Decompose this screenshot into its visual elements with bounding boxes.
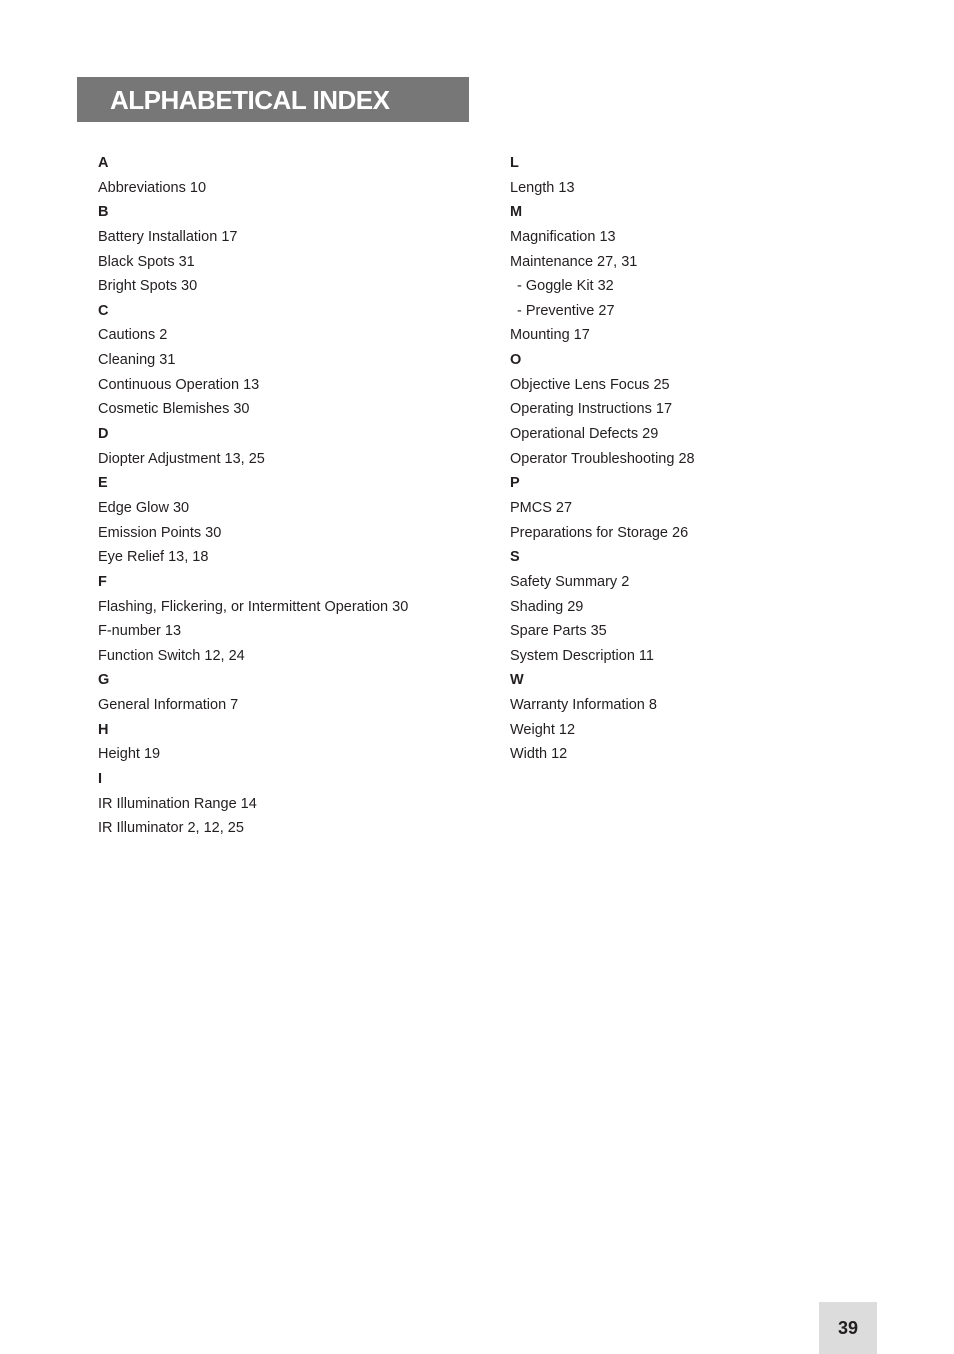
index-entry: Cosmetic Blemishes 30 [98,401,250,418]
index-entry: Diopter Adjustment 13, 25 [98,450,265,467]
index-letter-heading: M [510,204,523,221]
index-entry: Objective Lens Focus 25 [510,376,670,393]
index-letter-heading: G [98,672,110,689]
index-entry: Height 19 [98,746,161,763]
index-entry: IR Illumination Range 14 [98,795,257,812]
index-entry: Operator Troubleshooting 28 [510,450,695,467]
index-entry: Black Spots 31 [98,253,195,270]
index-letter-heading: A [98,155,109,171]
index-entry: Operating Instructions 17 [510,401,673,418]
index-entry: System Description 11 [510,647,654,664]
index-entry: General Information 7 [98,697,239,714]
index-entry: Length 13 [510,179,575,196]
index-entry: Spare Parts 35 [510,623,607,640]
index-entry: Width 12 [510,746,568,763]
index-entry: IR Illuminator 2, 12, 25 [98,820,244,837]
page-number: 39 [837,1318,859,1338]
index-entry: Abbreviations 10 [98,179,207,196]
index-entry: Eye Relief 13, 18 [98,549,209,566]
index-entry: Emission Points 30 [98,524,222,541]
index-subentry: - Preventive 27 [517,302,615,319]
page-number-box [819,1302,877,1354]
index-column-right [510,151,890,767]
index-letter-heading: F [98,573,107,590]
index-entry: Cautions 2 [98,327,168,344]
index-letter-heading: W [510,672,524,689]
index-entry: Battery Installation 17 [98,228,238,245]
index-entry: Weight 12 [510,721,576,738]
index-entry: F-number 13 [98,623,182,640]
index-letter-heading: D [98,426,109,443]
index-entry: PMCS 27 [510,499,573,516]
index-column-left [98,151,478,841]
index-letter-heading: H [98,721,109,738]
index-entry: Warranty Information 8 [510,697,657,714]
index-entry: Preparations for Storage 26 [510,524,689,541]
index-entry: Edge Glow 30 [98,499,190,516]
index-letter-heading: I [98,771,103,788]
index-entry: Cleaning 31 [98,352,176,369]
index-entry: Mounting 17 [510,327,590,344]
page-title: ALPHABETICAL INDEX [110,85,390,115]
index-entry: Continuous Operation 13 [98,376,260,393]
index-letter-heading: E [98,475,108,492]
index-entry: Safety Summary 2 [510,573,630,590]
index-subentry: - Goggle Kit 32 [517,278,614,295]
index-letter-heading: S [510,549,520,566]
index-entry: Bright Spots 30 [98,278,198,295]
index-entry: Operational Defects 29 [510,426,659,443]
index-letter-heading: P [510,475,520,492]
index-letter-heading: L [510,155,519,171]
index-entry: Shading 29 [510,598,584,615]
title-banner [77,77,469,122]
index-entry: Magnification 13 [510,228,616,245]
index-entry: Maintenance 27, 31 [510,253,638,270]
index-letter-heading: B [98,204,109,221]
index-entry: Flashing, Flickering, or Intermittent Operation 30 [98,598,409,615]
index-letter-heading: O [510,352,522,369]
index-entry: Function Switch 12, 24 [98,647,245,664]
index-letter-heading: C [98,302,109,319]
